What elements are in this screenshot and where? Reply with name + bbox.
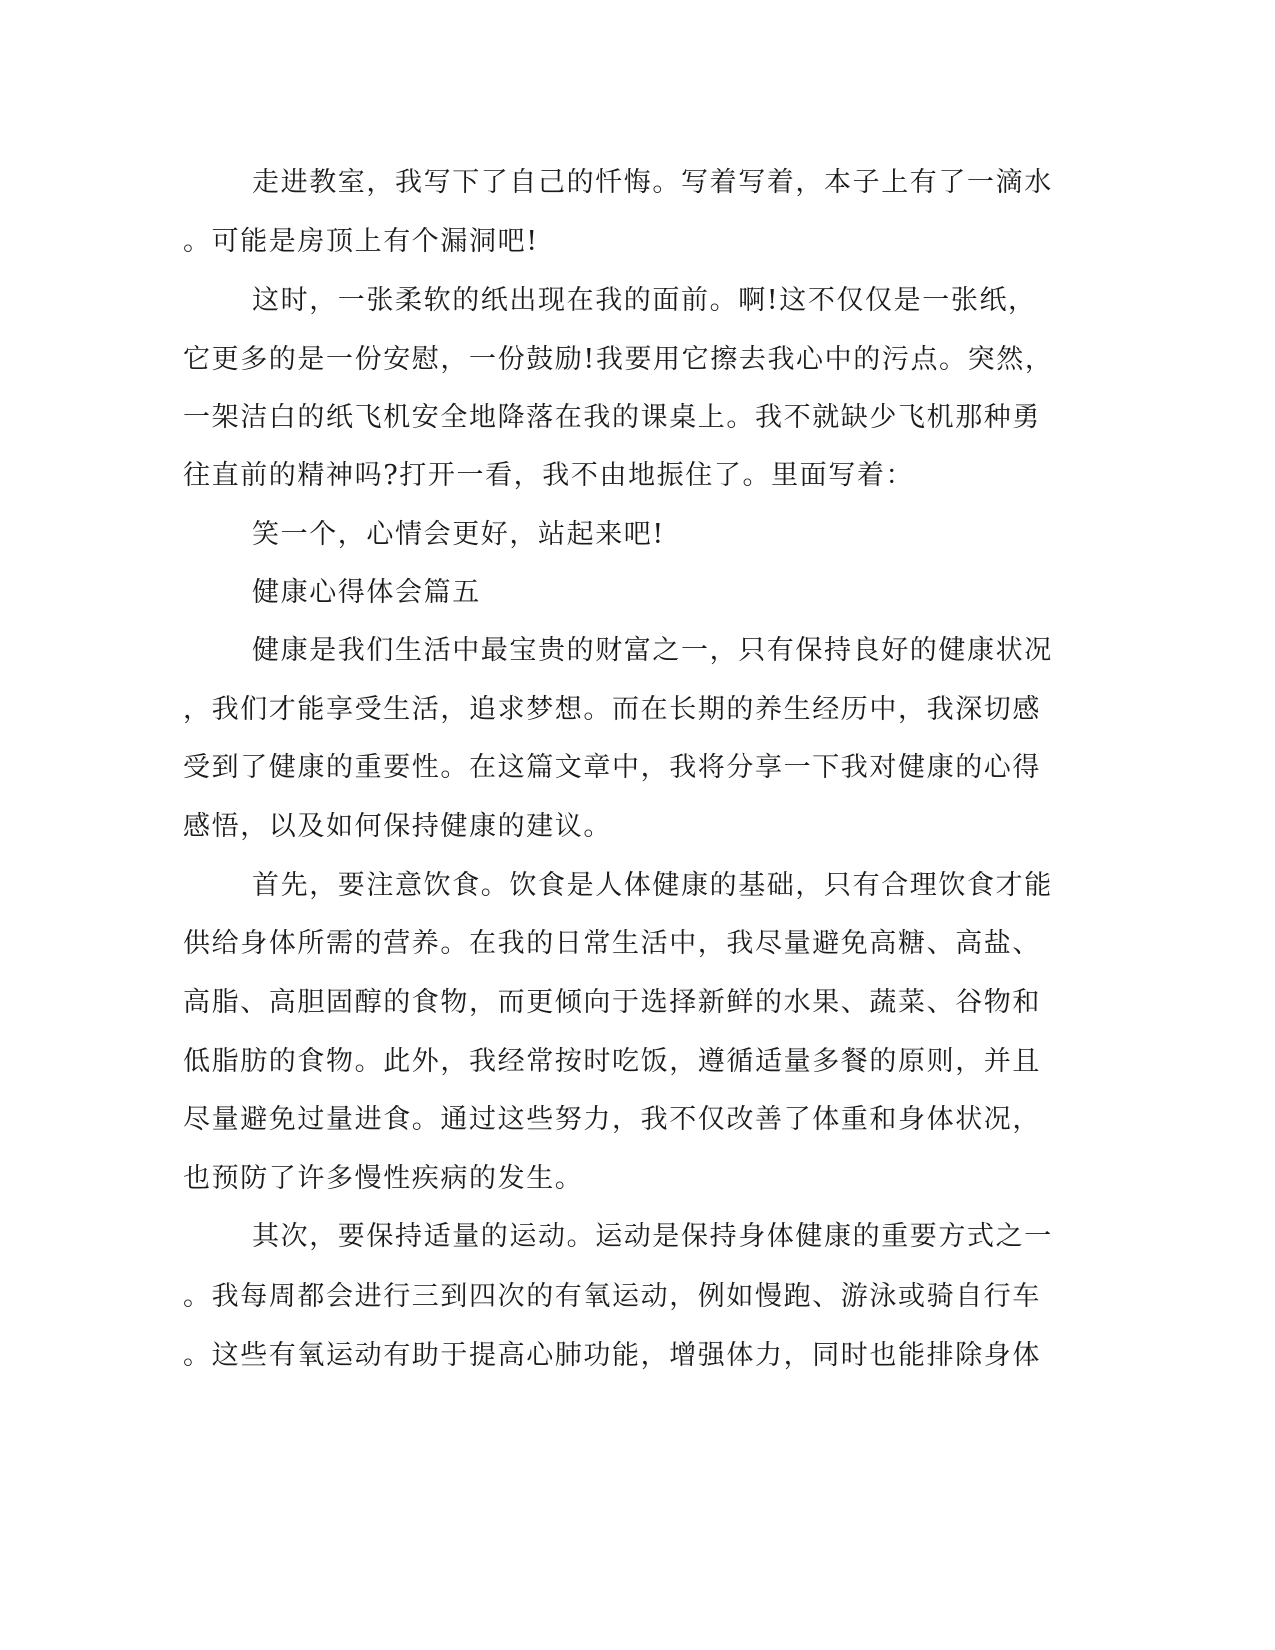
- text-line: 供给身体所需的营养。在我的日常生活中，我尽量避免高糖、高盐、: [183, 928, 1041, 959]
- text-line: 走进教室，我写下了自己的忏悔。写着写着，本子上有了一滴水: [252, 167, 1053, 198]
- text-line: 其次，要保持适量的运动。运动是保持身体健康的重要方式之一: [252, 1221, 1053, 1252]
- text-line: 高脂、高胆固醇的食物，而更倾向于选择新鲜的水果、蔬菜、谷物和: [183, 987, 1041, 1018]
- text-line: 笑一个，心情会更好，站起来吧!: [252, 519, 665, 550]
- text-line: 它更多的是一份安慰，一份鼓励!我要用它擦去我心中的污点。突然，: [183, 344, 1054, 375]
- text-line: 健康是我们生活中最宝贵的财富之一，只有保持良好的健康状况: [252, 635, 1053, 666]
- text-line: 一架洁白的纸飞机安全地降落在我的课桌上。我不就缺少飞机那种勇: [183, 402, 1041, 433]
- text-line: 尽量避免过量进食。通过这些努力，我不仅改善了体重和身体状况，: [183, 1104, 1041, 1135]
- text-line: 低脂肪的食物。此外，我经常按时吃饭，遵循适量多餐的原则，并且: [183, 1046, 1041, 1077]
- text-line: ，我们才能享受生活，追求梦想。而在长期的养生经历中，我深切感: [183, 694, 1041, 725]
- text-line: 。我每周都会进行三到四次的有氧运动，例如慢跑、游泳或骑自行车: [183, 1281, 1041, 1312]
- text-line: 首先，要注意饮食。饮食是人体健康的基础，只有合理饮食才能: [252, 870, 1053, 901]
- text-line: 往直前的精神吗?打开一看，我不由地振住了。里面写着：: [183, 460, 915, 491]
- text-line: 。这些有氧运动有助于提高心肺功能，增强体力，同时也能排除身体: [183, 1340, 1041, 1371]
- text-line: 也预防了许多慢性疾病的发生。: [183, 1163, 584, 1194]
- text-line: 感悟，以及如何保持健康的建议。: [183, 811, 612, 842]
- text-line: 这时，一张柔软的纸出现在我的面前。啊!这不仅仅是一张纸，: [252, 285, 1037, 316]
- text-line: 受到了健康的重要性。在这篇文章中，我将分享一下我对健康的心得: [183, 752, 1041, 783]
- text-line: 。可能是房顶上有个漏洞吧!: [183, 226, 539, 257]
- section-heading: 健康心得体会篇五: [252, 577, 481, 608]
